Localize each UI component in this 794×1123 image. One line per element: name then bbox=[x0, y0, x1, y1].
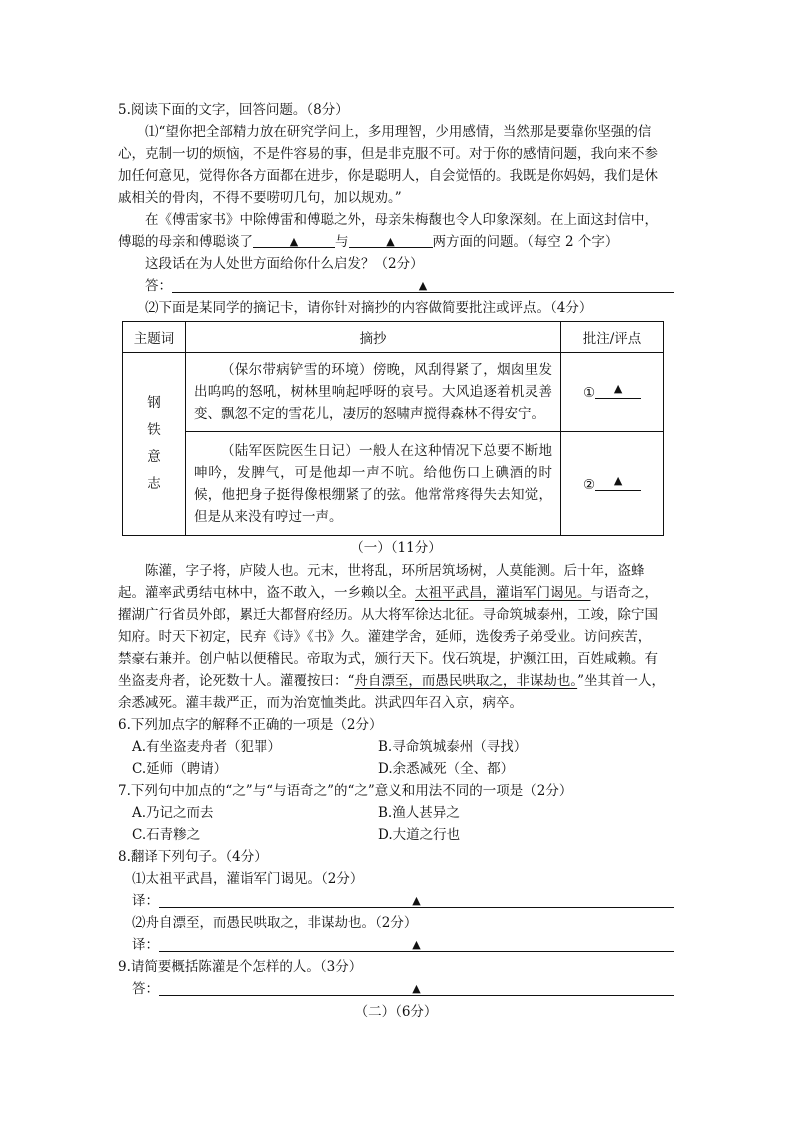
q7-options-row bbox=[118, 802, 674, 824]
option-b[interactable]: B.渔人甚异之 bbox=[378, 805, 460, 821]
excerpt-2: （陆军医院医生日记）一般人在这种情况下总要不断地呻吟，发脾气，可是他却一声不吭。给他伤口上碘酒的时候，他把身子挺得像根绷紧了的弦。他常常疼得失去知觉，但是从来没有哼过一声。 bbox=[186, 432, 561, 536]
option-c[interactable]: C.石青糁之 bbox=[132, 827, 201, 843]
option-b[interactable]: B.寻命筑城泰州（寻找） bbox=[378, 739, 528, 755]
q8-answer-line-2[interactable]: 译： ▲ bbox=[118, 934, 674, 956]
section-2-heading: （二）（6分） bbox=[354, 1004, 438, 1020]
option-a[interactable]: A.有坐盗麦舟者（犯罪） bbox=[132, 739, 282, 755]
note-card-table bbox=[122, 321, 664, 536]
option-a[interactable]: A.乃记之而去 bbox=[132, 805, 214, 821]
option-d[interactable]: D.余悉减死（全、都） bbox=[378, 761, 515, 777]
q5-passage-line: 戚相关的骨肉，不得不要唠叨几句，加以规劝。” bbox=[118, 190, 402, 206]
passage-line: 起。灌率武勇结屯林中，盗不敢入，一乡赖以全。太祖平武昌，灌诣军门谒见。与语奇之， bbox=[118, 585, 658, 601]
col-header-theme: 主题词 bbox=[123, 322, 186, 353]
triangle-marker: ▲ bbox=[418, 279, 428, 292]
q9-answer-line[interactable]: 答： ▲ bbox=[118, 978, 674, 1000]
section-1-heading: （一）（11分） bbox=[350, 540, 442, 556]
q5-passage-line: 心，克制一切的烦恼，不是件容易的事，但是非克服不可。对于你的感情问题，我向来不参 bbox=[118, 146, 658, 162]
triangle-marker: ▲ bbox=[386, 235, 395, 248]
exam-page bbox=[118, 99, 674, 1024]
q5-passage-line: 加任何意见，觉得你各方面都在进步，你是聪明人，自会觉悟的。我既是你妈妈，我们是休 bbox=[118, 168, 658, 184]
triangle-marker: ▲ bbox=[613, 382, 623, 395]
underlined-sentence-2: 舟自漂至，而愚民哄取之，非谋劫也。 bbox=[354, 673, 578, 689]
passage-line: 余悉减死。灌丰裁严正，而为治宽恤类此。洪武四年召入京，病卒。 bbox=[118, 695, 523, 711]
q5-fill-blank-line: 傅聪的母亲和傅聪谈了 ▲ 与 ▲ 两方面的问题。（每空 2 个字） bbox=[118, 231, 674, 253]
passage-line: 知府。时天下初定，民弃《诗》《书》久。灌建学舍，延师，选俊秀子弟受业。访问疾苦， bbox=[118, 629, 652, 645]
triangle-marker: ▲ bbox=[412, 938, 421, 951]
blank-1[interactable] bbox=[253, 232, 335, 248]
q5-answer-line[interactable]: 答： ▲ bbox=[118, 275, 674, 297]
note-blank-2[interactable] bbox=[595, 475, 641, 491]
q6-options-row bbox=[118, 736, 674, 758]
answer-rule[interactable] bbox=[159, 934, 674, 952]
answer-rule[interactable] bbox=[172, 275, 674, 293]
theme-word: 钢 铁 意 志 bbox=[123, 353, 186, 536]
passage-line: 禁豪右兼并。创户帖以便稽民。帝取为式，颁行天下。伐石筑堤，护濒江田，百姓咸赖。有 bbox=[118, 651, 658, 667]
q5-passage-line: ⑴“望你把全部精力放在研究学问上，多用理智，少用感情，当然那是要靠你坚强的信 bbox=[145, 124, 652, 140]
blank-2[interactable] bbox=[349, 232, 433, 248]
q6-options-row bbox=[118, 758, 674, 780]
q5-ask: 这段话在为人处世方面给你什么启发？（2分） bbox=[145, 256, 424, 272]
q7-options-row bbox=[118, 824, 674, 846]
triangle-marker: ▲ bbox=[289, 235, 299, 248]
passage-line: 坐盗麦舟者，论死数十人。灌覆按曰：“舟自漂至，而愚民哄取之，非谋劫也。”坐其首一人， bbox=[118, 673, 666, 689]
q8-sentence-1: ⑴太祖平武昌，灌诣军门谒见。（2分） bbox=[132, 871, 364, 887]
passage-line: 擢湖广行省员外郎，累迁大都督府经历。从大将军徐达北征。寻命筑城泰州，工竣，除宁国 bbox=[118, 607, 658, 623]
q8-answer-line-1[interactable]: 译： ▲ bbox=[118, 890, 674, 912]
q9-title: 9.请简要概括陈灌是个怎样的人。（3分） bbox=[118, 959, 363, 975]
note-cell-1[interactable]: ① ▲ bbox=[561, 353, 664, 432]
underlined-sentence-1: 太祖平武昌，灌诣军门谒见。 bbox=[415, 585, 591, 601]
triangle-marker: ▲ bbox=[412, 982, 421, 995]
q8-title: 8.翻译下列句子。（4分） bbox=[118, 849, 268, 865]
option-d[interactable]: D.大道之行也 bbox=[378, 827, 461, 843]
q5-part2: ⑵下面是某同学的摘记卡，请你针对摘抄的内容做简要批注或评点。（4分） bbox=[145, 300, 593, 316]
passage-line: 陈灌，字子将，庐陵人也。元末，世将乱，环所居筑场树，人莫能测。后十年，盗蜂 bbox=[145, 563, 645, 579]
triangle-marker: ▲ bbox=[412, 894, 421, 907]
q6-title: 6.下列加点字的解释不正确的一项是（2分） bbox=[118, 717, 383, 733]
answer-rule[interactable] bbox=[159, 978, 674, 996]
q7-title: 7.下列句中加点的“之”与“与语奇之”的“之”意义和用法不同的一项是（2分） bbox=[118, 783, 573, 799]
q5-question-line: 在《傅雷家书》中除傅雷和傅聪之外，母亲朱梅馥也令人印象深刻。在上面这封信中， bbox=[145, 212, 658, 228]
note-blank-1[interactable] bbox=[595, 383, 641, 399]
col-header-excerpt: 摘抄 bbox=[186, 322, 561, 353]
option-c[interactable]: C.延师（聘请） bbox=[132, 761, 228, 777]
q5-title: 5.阅读下面的文字，回答问题。（8分） bbox=[118, 102, 349, 118]
col-header-note: 批注/评点 bbox=[561, 322, 664, 353]
answer-rule[interactable] bbox=[159, 890, 674, 908]
q8-sentence-2: ⑵舟自漂至，而愚民哄取之，非谋劫也。（2分） bbox=[132, 915, 418, 931]
note-cell-2[interactable]: ② ▲ bbox=[561, 432, 664, 536]
excerpt-1: （保尔带病铲雪的环境）傍晚，风刮得紧了，烟囱里发出呜呜的怒吼，树林里响起呼呀的哀号。大风追逐着机灵善变、飘忽不定的雪花儿，凄厉的怒啸声搅得森林不得安宁。 bbox=[186, 353, 561, 432]
triangle-marker: ▲ bbox=[613, 473, 623, 487]
